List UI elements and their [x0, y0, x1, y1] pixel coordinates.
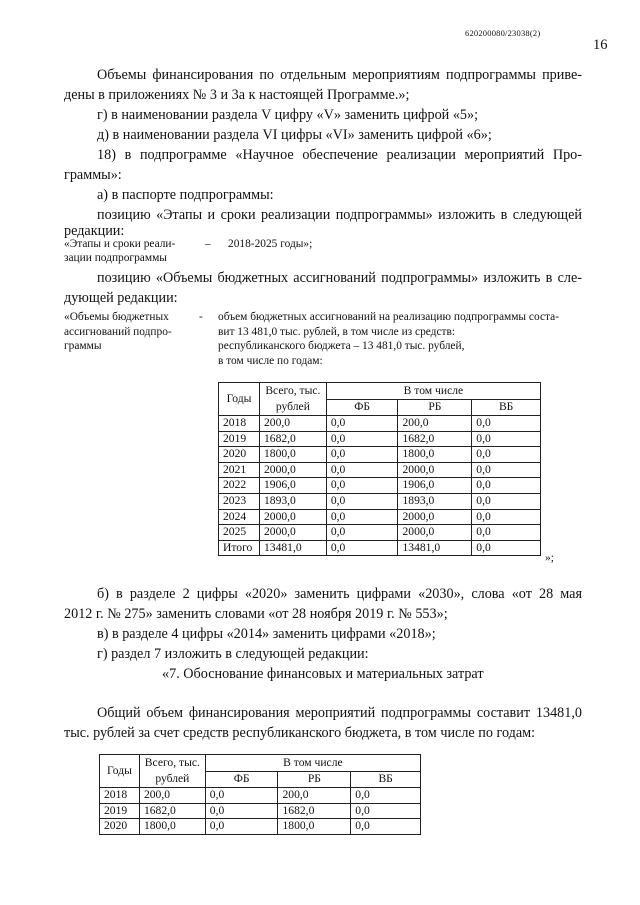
- stages-label-line2: зации подпрограммы: [64, 252, 167, 264]
- table-cell: 0,0: [472, 493, 541, 509]
- page-number: 16: [593, 37, 608, 53]
- table-row: [219, 478, 541, 494]
- table-cell: 2000,0: [398, 509, 472, 525]
- table-cell: 0,0: [205, 788, 278, 804]
- paragraph-funding-volumes: Объемы финансирования по отдельным мероприятиям подпрограммы приве-: [97, 67, 582, 83]
- table-cell: 1682,0: [259, 431, 326, 447]
- budget-label-line3: граммы: [64, 340, 102, 352]
- paragraph-section-2-cont: 2012 г. № 275» заменить словами «от 28 ноября 2019 г. № 553»;: [64, 606, 448, 622]
- table-cell: 2000,0: [398, 525, 472, 541]
- table-row: [219, 416, 541, 432]
- document-id: 620200080/23038(2): [465, 28, 541, 38]
- table-cell: 0,0: [472, 447, 541, 463]
- header-vb: ВБ: [351, 771, 421, 788]
- header-rb: РБ: [278, 771, 351, 788]
- table-closing-quote: »;: [545, 552, 554, 564]
- table-cell: 200,0: [278, 788, 351, 804]
- table-cell: 2019: [219, 431, 260, 447]
- budget-value-line3: республиканского бюджета – 13 481,0 тыс. рублей,: [218, 340, 465, 352]
- section-7-funding-table: [99, 754, 421, 835]
- header-years: Годы: [219, 383, 260, 416]
- paragraph-passport: а) в паспорте подпрограммы:: [97, 187, 274, 203]
- table-cell: 0,0: [472, 416, 541, 432]
- table-cell: 0,0: [326, 431, 398, 447]
- table-cell: 2018: [100, 788, 140, 804]
- table-row: [100, 788, 421, 804]
- table-row: [100, 803, 421, 819]
- table-row: [219, 540, 541, 556]
- table-row: [219, 525, 541, 541]
- table-cell: 2020: [219, 447, 260, 463]
- budget-value-line1: объем бюджетных ассигнований на реализацию подпрограммы соста-: [218, 311, 559, 323]
- table-cell: 1906,0: [259, 478, 326, 494]
- table-cell: 0,0: [326, 540, 398, 556]
- table-cell: 200,0: [139, 788, 205, 804]
- table-cell: 2023: [219, 493, 260, 509]
- table-cell: 1800,0: [139, 819, 205, 835]
- budget-value-line2: вит 13 481,0 тыс. рублей, в том числе из средств:: [218, 325, 456, 338]
- budget-label-line2: ассигнований подпро-: [64, 325, 172, 338]
- table-cell: 2020: [100, 819, 140, 835]
- table-cell: 2018: [219, 416, 260, 432]
- table-cell: 0,0: [351, 788, 421, 804]
- table-row: [219, 493, 541, 509]
- table-cell: 1682,0: [278, 803, 351, 819]
- table-cell: 1800,0: [278, 819, 351, 835]
- table-row: [219, 431, 541, 447]
- paragraph-total-funding-cont: тыс. рублей за счет средств республиканского бюджета, в том числе по годам:: [64, 725, 536, 741]
- header-rb: РБ: [398, 399, 472, 416]
- table-cell: 1800,0: [259, 447, 326, 463]
- table-cell: 0,0: [472, 431, 541, 447]
- table-cell: 13481,0: [398, 540, 472, 556]
- paragraph-item-18: 18) в подпрограмме «Научное обеспечение реализации мероприятий Про-: [97, 147, 582, 163]
- paragraph-section-2: б) в разделе 2 цифры «2020» заменить цифрами «2030», слова «от 28 мая: [97, 586, 582, 602]
- paragraph-section-vi: д) в наименовании раздела VI цифры «VI» заменить цифрой «6»;: [97, 127, 492, 143]
- paragraph-stages-position-cont: редакции:: [64, 223, 125, 239]
- stages-dash: –: [205, 238, 211, 250]
- paragraph-item-18-cont: граммы»:: [64, 167, 122, 183]
- paragraph-section-v: г) в наименовании раздела V цифру «V» заменить цифрой «5»;: [97, 107, 479, 123]
- table-cell: 1800,0: [398, 447, 472, 463]
- table-cell: 1682,0: [398, 431, 472, 447]
- table-cell: 0,0: [326, 416, 398, 432]
- paragraph-total-funding: Общий объем финансирования мероприятий подпрограммы составит 13481,0: [97, 705, 582, 721]
- header-including: В том числе: [205, 755, 420, 772]
- table-cell: 2021: [219, 462, 260, 478]
- table-cell: 0,0: [326, 493, 398, 509]
- table-cell: 2024: [219, 509, 260, 525]
- table-cell: 1682,0: [139, 803, 205, 819]
- table-cell: 13481,0: [259, 540, 326, 556]
- table-cell: 0,0: [472, 540, 541, 556]
- paragraph-section-7: г) раздел 7 изложить в следующей редакции:: [97, 646, 369, 662]
- header-including: В том числе: [326, 383, 540, 400]
- paragraph-stages-position: позицию «Этапы и сроки реализации подпрограммы» изложить в следующей: [97, 207, 582, 223]
- table-cell: 1893,0: [259, 493, 326, 509]
- budget-dash: -: [199, 311, 203, 323]
- table-cell: 200,0: [259, 416, 326, 432]
- table-cell: 0,0: [326, 525, 398, 541]
- header-years: Годы: [100, 755, 140, 788]
- table-cell: Итого: [219, 540, 260, 556]
- header-fb: ФБ: [205, 771, 278, 788]
- table-cell: 2025: [219, 525, 260, 541]
- paragraph-section-4: в) в разделе 4 цифры «2014» заменить цифрами «2018»;: [97, 626, 436, 642]
- paragraph-budget-position-cont: дующей редакции:: [64, 290, 178, 306]
- table-cell: 0,0: [326, 462, 398, 478]
- table-cell: 0,0: [351, 803, 421, 819]
- table-cell: 0,0: [326, 447, 398, 463]
- table-cell: 0,0: [205, 803, 278, 819]
- table-cell: 2000,0: [398, 462, 472, 478]
- table-cell: 1893,0: [398, 493, 472, 509]
- section-7-heading: «7. Обоснование финансовых и материальных затрат: [162, 666, 484, 682]
- table-row: [219, 509, 541, 525]
- table-cell: 2022: [219, 478, 260, 494]
- header-total: Всего, тыс. рублей: [259, 383, 326, 416]
- table-cell: 2000,0: [259, 509, 326, 525]
- table-cell: 1906,0: [398, 478, 472, 494]
- table-row: [219, 462, 541, 478]
- table-cell: 0,0: [326, 478, 398, 494]
- table-cell: 2019: [100, 803, 140, 819]
- table-cell: 0,0: [326, 509, 398, 525]
- budget-value-line4: в том числе по годам:: [218, 354, 323, 367]
- table-cell: 0,0: [472, 525, 541, 541]
- header-total: Всего, тыс. рублей: [139, 755, 205, 788]
- table-row: [219, 447, 541, 463]
- table-cell: 0,0: [472, 462, 541, 478]
- budget-label-line1: «Объемы бюджетных: [64, 311, 169, 323]
- stages-label-line1: «Этапы и сроки реали-: [64, 238, 176, 250]
- header-vb: ВБ: [472, 399, 541, 416]
- paragraph-funding-volumes-cont: дены в приложениях № 3 и 3а к настоящей Программе.»;: [64, 87, 410, 103]
- table-row: [100, 819, 421, 835]
- stages-value: 2018-2025 годы»;: [228, 238, 313, 250]
- table-cell: 0,0: [205, 819, 278, 835]
- table-cell: 0,0: [472, 509, 541, 525]
- header-fb: ФБ: [326, 399, 398, 416]
- paragraph-budget-position: позицию «Объемы бюджетных ассигнований подпрограммы» изложить в сле-: [97, 270, 582, 286]
- table-cell: 0,0: [351, 819, 421, 835]
- passport-funding-table: [218, 382, 541, 556]
- table-cell: 0,0: [472, 478, 541, 494]
- table-cell: 200,0: [398, 416, 472, 432]
- table-cell: 2000,0: [259, 462, 326, 478]
- table-cell: 2000,0: [259, 525, 326, 541]
